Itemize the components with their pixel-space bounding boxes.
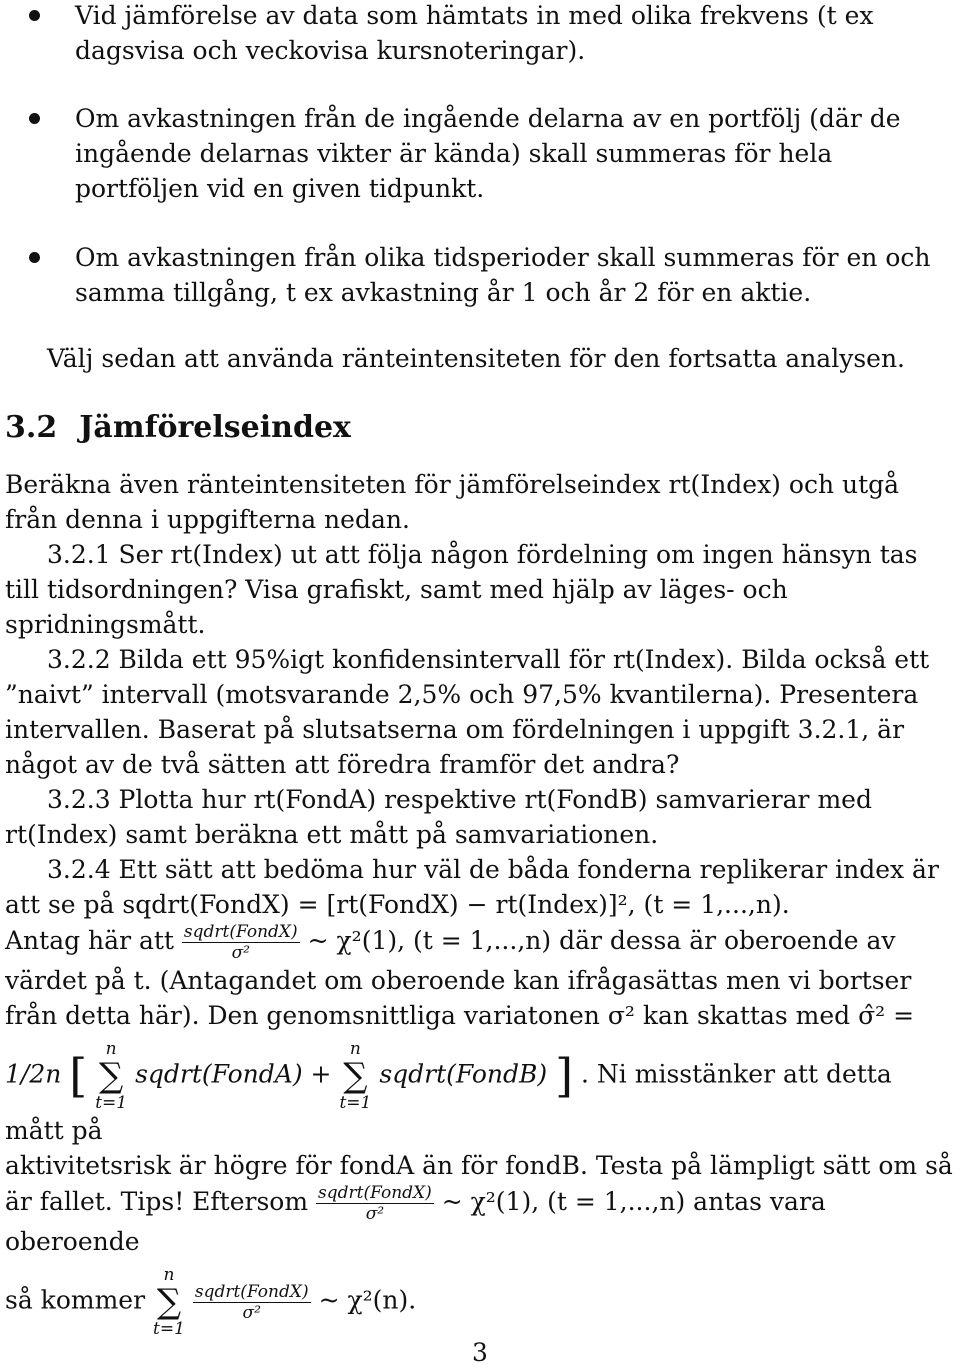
right-bracket: ] (555, 1048, 574, 1103)
bullet-icon (29, 252, 40, 263)
task-3-2-4-line: 3.2.4 Ett sätt att bedöma hur väl de båda fonderna replikerar index är att se på sqdrt(FondX) = [rt(FondX) − rt(Index)]², (t = 1,...,n). (5, 855, 939, 919)
variance-estimator-formula: 1/2n [ n ∑ t=1 sqdrt(FondA) + n ∑ t=1 sqdrt(FondB) ] . Ni misstänker att detta mått på (5, 1039, 892, 1145)
sigma-icon: ∑ (343, 1056, 368, 1096)
section-title: Jämförelseindex (79, 410, 351, 445)
fraction: $\frac{\text{sqdrt(FondX)}}{\text{σ²}}$ (194, 1281, 309, 1323)
summation: n ∑ t=1 (95, 1039, 128, 1113)
task-3-2-4-tips: aktivitetsrisk är högre för fondA än för fondB. Testa på lämpligt sätt om så är fallet. Tips! Eftersom $\frac{\text{sqdrt(FondX)}}{\text{σ²}}$ ~ χ²(1), (t = 1,...,n) antas vara oberoende (5, 1151, 953, 1256)
list-item: Om avkastningen från olika tidsperioder skall summeras för en och samma tillgång, t ex avkastning år 1 och år 2 för en aktie. (5, 240, 955, 310)
sigma-icon: ∑ (156, 1282, 182, 1322)
sigma-icon: ∑ (99, 1056, 124, 1096)
document-page (5, 0, 955, 1339)
task-3-2-1: 3.2.1 Ser rt(Index) ut att följa någon fördelning om ingen hänsyn tas till tidsordningen? Visa grafiskt, samt med hjälp av läges- och spridningsmått. (5, 540, 918, 639)
task-3-2-4 (5, 852, 955, 1339)
fraction: $\frac{\text{sqdrt(FondX)}}{\text{σ²}}$ (318, 1183, 432, 1224)
section-heading (5, 409, 955, 447)
summation: n ∑ t=1 (153, 1265, 185, 1339)
bullet-list (5, 0, 955, 310)
task-3-2-4-conclusion: så kommer n ∑ t=1 $\frac{\text{sqdrt(FondX)}}{\text{σ²}}$ ~ χ²(n). (5, 1265, 417, 1339)
page-number: 3 (472, 1338, 488, 1367)
task-3-2-2: 3.2.2 Bilda ett 95%igt konfidensintervall för rt(Index). Bilda också ett ”naivt” intervall (motsvarande 2,5% och 97,5% kvantilerna). Presentera intervallen. Baserat på slutsatserna om fördelningen i uppgift 3.2.1, är något av de två sätten att föredra framför det andra? (5, 645, 930, 779)
section-intro: Beräkna även ränteintensiteten för jämförelseindex rt(Index) och utgå från denna i uppgifterna nedan. (5, 470, 900, 534)
bullet-icon (29, 113, 40, 124)
summary-sentence: Välj sedan att använda ränteintensiteten för den fortsatta analysen. (47, 344, 905, 373)
list-item: Vid jämförelse av data som hämtats in med olika frekvens (t ex dagsvisa och veckovisa kursnoteringar). (5, 0, 955, 68)
left-bracket: [ (69, 1048, 88, 1103)
summation: n ∑ t=1 (339, 1039, 372, 1113)
list-item: Om avkastningen från de ingående delarna av en portfölj (där de ingående delarnas vikter är kända) skall summeras för hela portföljen vid en given tidpunkt. (5, 101, 955, 206)
fraction: $\frac{\text{sqdrt(FondX)}}{\text{σ²}}$ (183, 922, 298, 963)
bullet-icon (29, 10, 40, 21)
task-3-2-4-assumption: Antag här att $\frac{\text{sqdrt(FondX)}}{\text{σ²}}$ ~ χ²(1), (t = 1,...,n) där dessa är oberoende av värdet på t. (Antagandet om oberoende kan ifrågasättas men vi bortser från detta här). Den genomsnittliga variatonen σ² kan skattas med σ̂² = (5, 922, 915, 1030)
section-number: 3.2 (5, 410, 58, 445)
task-3-2-3: 3.2.3 Plotta hur rt(FondA) respektive rt(FondB) samvarierar med rt(Index) samt beräkna ett mått på samvariationen. (5, 785, 872, 849)
